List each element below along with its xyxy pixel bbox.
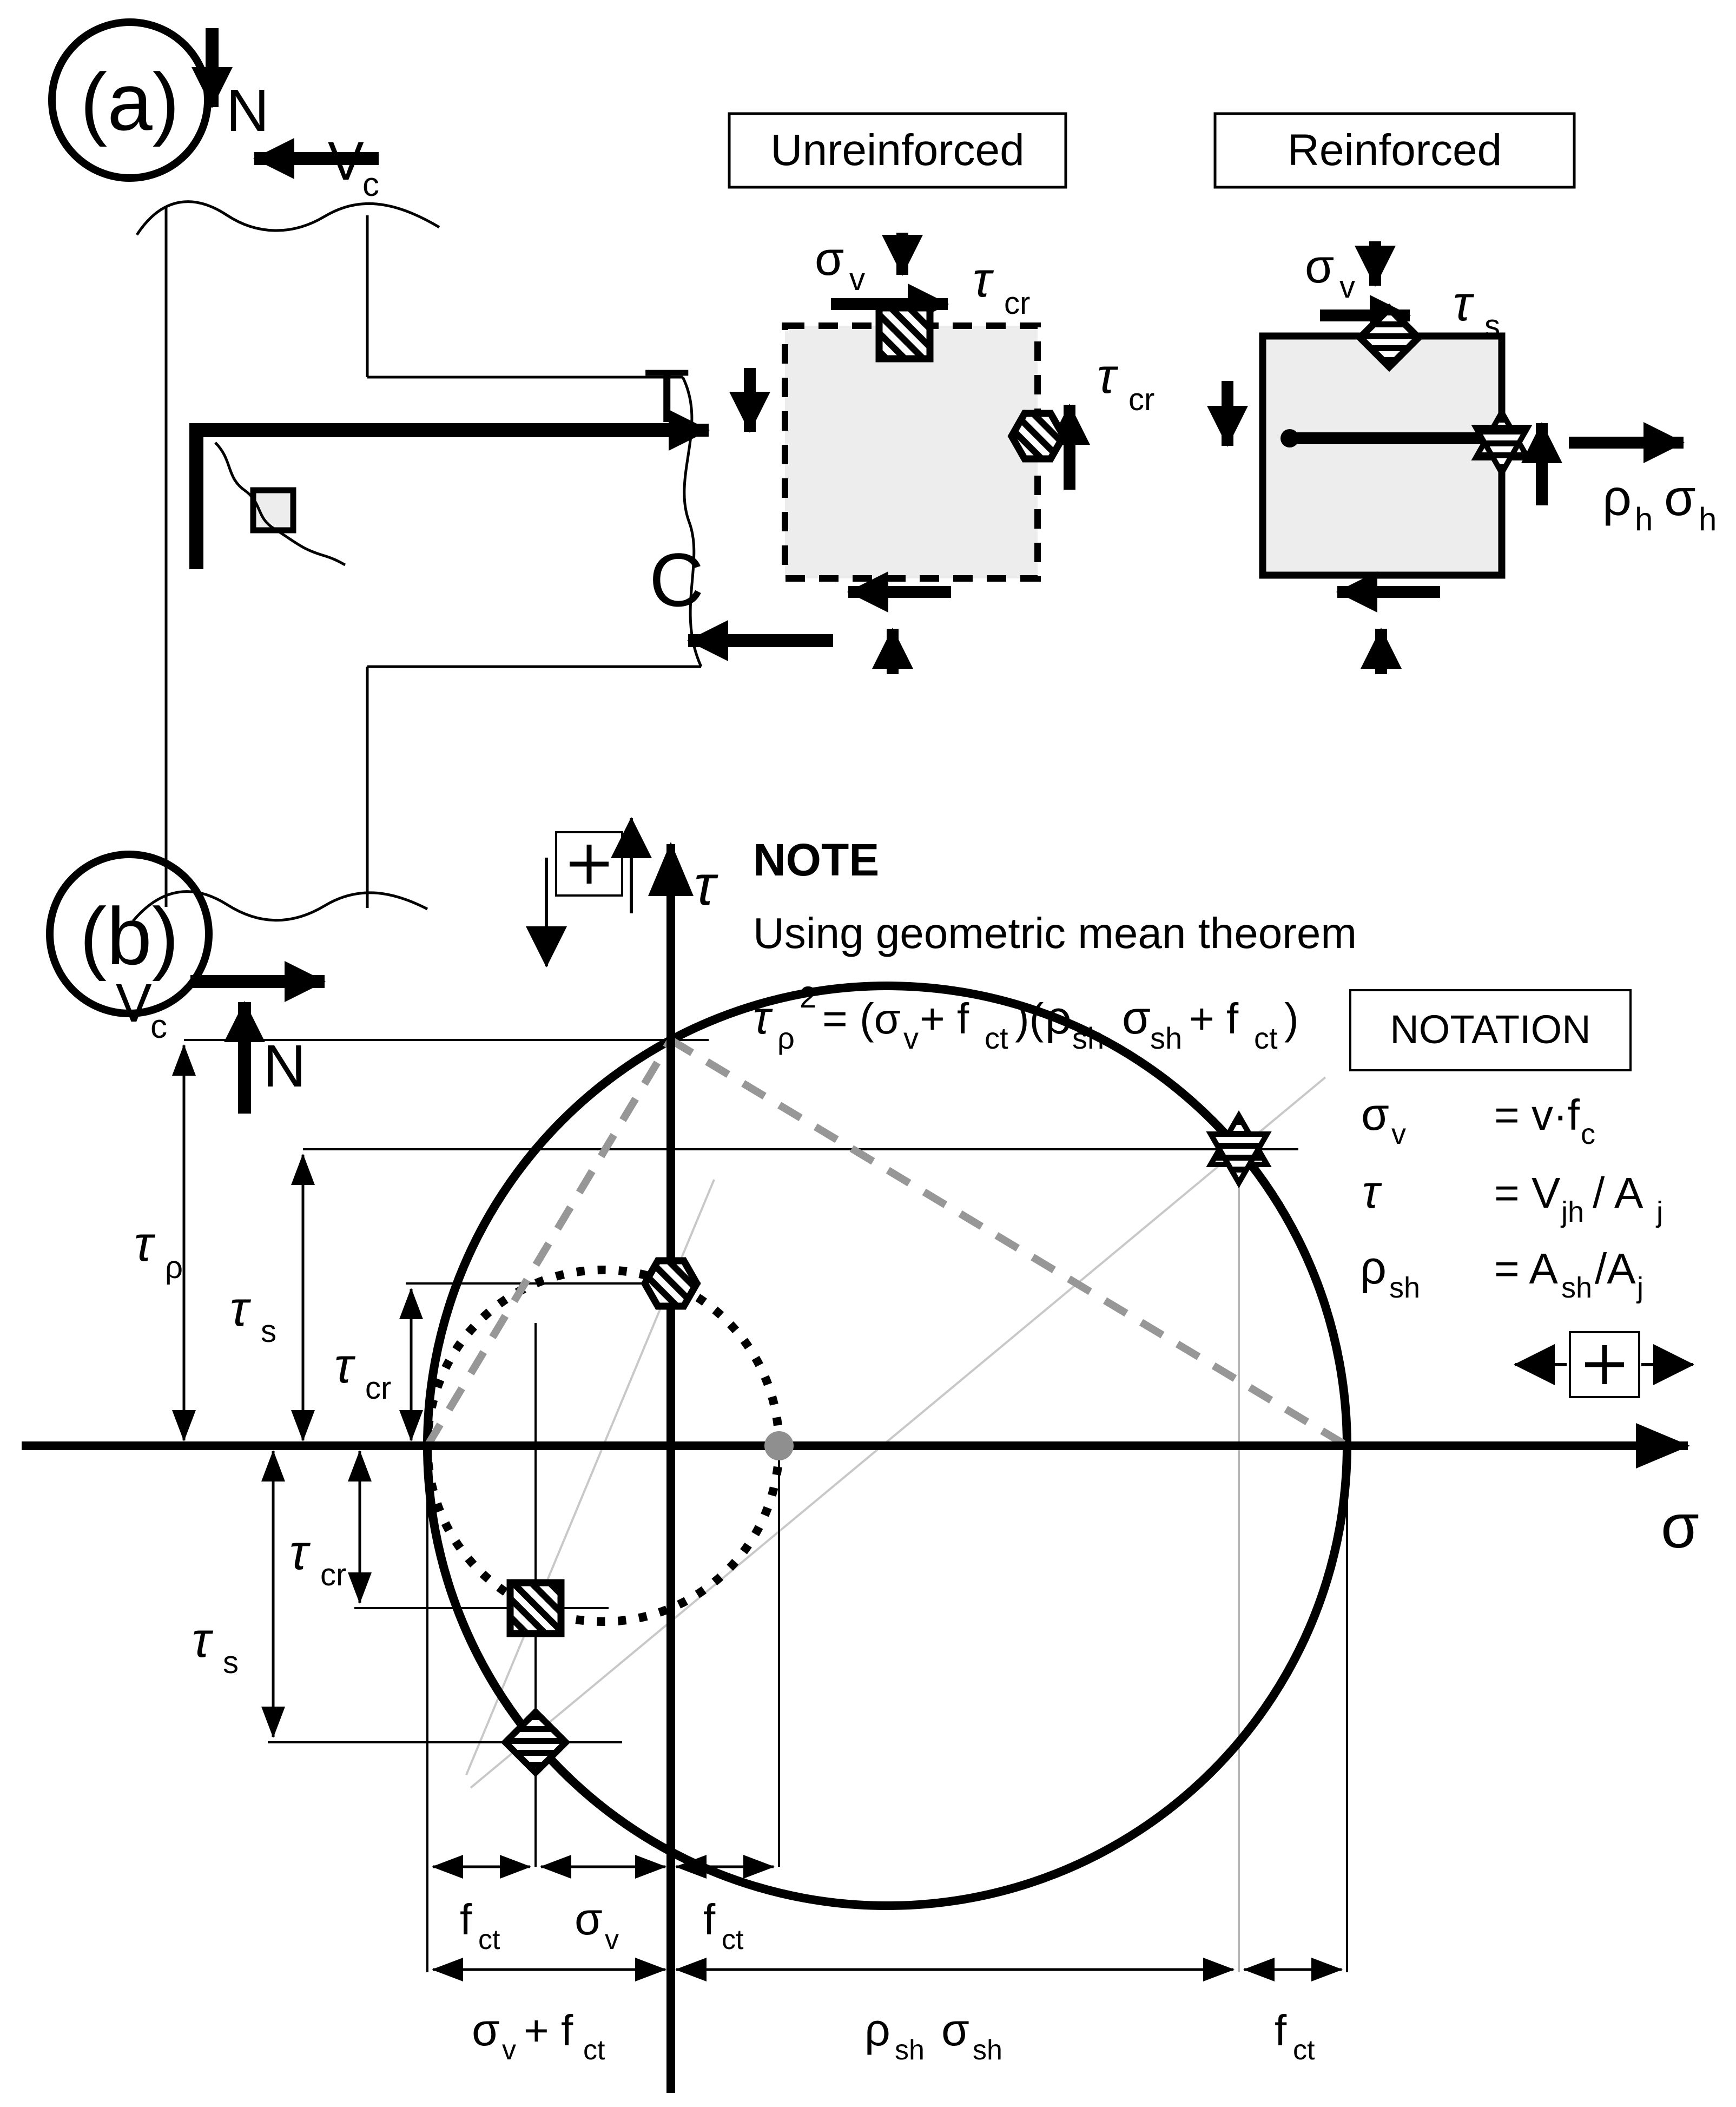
notation-block	[1350, 990, 1663, 1304]
plus-sign-icon	[570, 845, 609, 884]
rebar-anchor-dot	[1280, 429, 1299, 447]
knee-joint-sketch	[116, 28, 833, 1114]
tau-cr-down-label: τ cr	[289, 1525, 347, 1592]
reinforced-sigma-v-label: σ v	[1305, 239, 1355, 305]
note-line1: Using geometric mean theorem	[753, 909, 1357, 957]
fct-right-label: f ct	[1275, 2006, 1315, 2066]
unreinforced-body	[785, 326, 1038, 578]
reinforced-body	[1263, 336, 1502, 575]
tau-axis-label: τ	[694, 854, 716, 917]
unreinforced-title: Unreinforced	[770, 126, 1025, 175]
vc-bottom-label: V c	[116, 973, 167, 1045]
sigma-v-dim-label: σ v	[575, 1893, 619, 1955]
tau-s-up-label: τ s	[230, 1281, 276, 1349]
t-label: T	[644, 353, 690, 438]
geometric-mean-right-chord	[671, 1040, 1347, 1446]
unreinforced-tau-cr-top-label: τ cr	[973, 252, 1031, 321]
cracking-point-hexagon	[645, 1261, 697, 1306]
notation-row-tau: τ = V jh / A j	[1362, 1166, 1663, 1228]
notation-title: NOTATION	[1390, 1007, 1591, 1052]
rho-sh-sigma-sh-label: ρ sh σ sh	[864, 2004, 1002, 2066]
note-heading: NOTE	[753, 834, 880, 885]
note-block	[753, 834, 1357, 1055]
notation-row-rho-sh: ρ sh = A sh /A j	[1360, 1242, 1643, 1304]
tau-cr-up-label: τ cr	[334, 1338, 392, 1406]
reinforced-title: Reinforced	[1287, 126, 1502, 175]
unreinforced-tau-cr-right-label: τ cr	[1097, 348, 1155, 417]
fct-tension-limit-dot	[764, 1431, 794, 1460]
c-label: C	[649, 537, 704, 622]
reinforced-element	[1215, 114, 1717, 674]
sigma-v-plus-fct-label: σ v + f ct	[472, 2004, 605, 2066]
notation-row-sigma-v: σ v = v·f c	[1361, 1089, 1595, 1150]
unreinforced-element	[729, 114, 1154, 674]
n-top-label: N	[226, 77, 269, 144]
panel-a-tag-label: (a)	[80, 56, 180, 147]
n-bottom-label: N	[263, 1033, 306, 1099]
note-equation: τ ρ 2 = (σ v + f ct )( ρ sh σ sh + f ct )	[753, 980, 1299, 1055]
rho-h-sigma-h-label: ρ h σ h	[1602, 469, 1717, 537]
geometric-mean-left-chord	[427, 1040, 671, 1446]
cracking-point-square	[510, 1583, 561, 1634]
vc-top-label: V c	[328, 131, 379, 203]
panel-b-tag-label: (b)	[80, 891, 179, 982]
shear-sign-convention	[546, 818, 631, 966]
normal-sign-convention	[1515, 1332, 1693, 1397]
tau-rho-label: τ ρ	[134, 1216, 183, 1285]
horizontal-plane-marker-square	[879, 308, 930, 359]
reinforced-plane-construction-line	[471, 1077, 1325, 1788]
column-top-break-wavy	[137, 202, 439, 235]
sigma-axis-label: σ	[1661, 1492, 1699, 1561]
tau-s-down-label: τ s	[192, 1612, 239, 1680]
panel-b	[22, 818, 1699, 2093]
fct-mid-label: f ct	[703, 1895, 744, 1955]
reinforced-tau-s-label: τ s	[1453, 276, 1500, 344]
vertical-plane-marker-hexagon	[1012, 413, 1064, 459]
fct-left-label: f ct	[460, 1895, 500, 1955]
plus-sign-icon	[1585, 1345, 1624, 1384]
unreinforced-sigma-v-label: σ v	[815, 232, 865, 297]
